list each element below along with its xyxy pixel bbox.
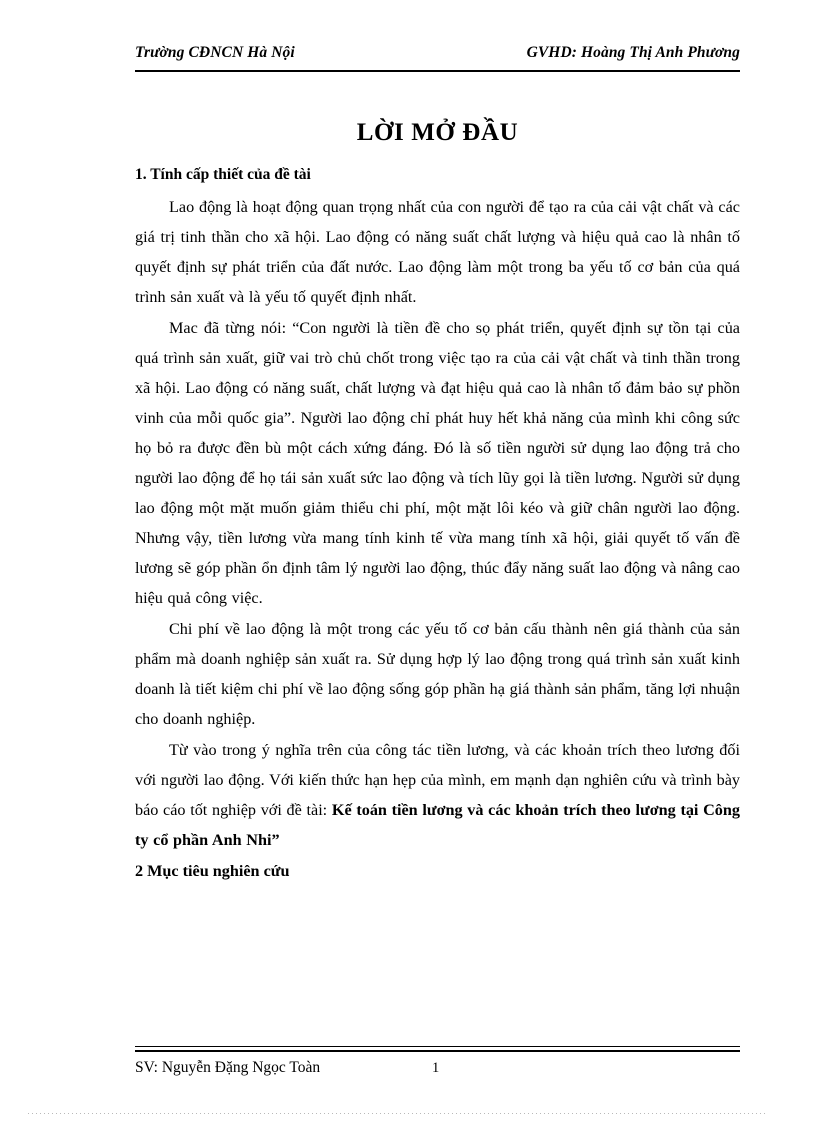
thesis-topic-title: Kế toán tiền lương và các khoản trích theo lương tại Công ty cổ phần Anh Nhi” <box>135 801 740 850</box>
footer-student-name: SV: Nguyễn Đặng Ngọc Toàn <box>135 1059 321 1076</box>
paragraph-3: Chi phí về lao động là một trong các yếu tố cơ bản cấu thành nên giá thành của sản phẩm mà doanh nghiệp sản xuất ra. Sử dụng hợp lý lao động trong quá trình sản xuất kinh doanh là tiết kiệm chi phí về lao động sống góp phần hạ giá thành sản phẩm, tăng lợi nhuận cho doanh nghiệp. <box>135 620 740 729</box>
paragraph-4-lead-text: Từ vào trong ý nghĩa trên của công tác tiền lương, và các khoản trích theo lương đối với người lao động. Với kiến thức hạn hẹp của mình, em mạnh dạn nghiên cứu và trình bày báo cáo tốt nghiệp với đề tài: <box>135 741 740 820</box>
footer-divider-rule-bottom <box>135 1050 740 1052</box>
page-title: LỜI MỞ ĐẦU <box>356 119 519 146</box>
header-divider-rule <box>135 70 740 72</box>
page-number: 1 <box>432 1060 440 1076</box>
header-supervisor-name: GVHD: Hoàng Thị Anh Phương <box>526 44 740 61</box>
running-header <box>135 44 740 62</box>
footer-divider-rule-top <box>135 1046 740 1047</box>
paragraph-1: Lao động là hoạt động quan trọng nhất của con người để tạo ra của cải vật chất và các giá trị tinh thần cho xã hội. Lao động có năng suất chất lượng và hiệu quả cao là nhân tố quyết định sự phát triển của đất nước. Lao động làm một trong ba yếu tố cơ bản của quá trình sản xuất và là yếu tố quyết định nhất. <box>135 198 740 307</box>
header-school-name: Trường CĐNCN Hà Nội <box>135 44 295 61</box>
document-body <box>135 118 740 886</box>
section-heading-1: 1. Tính cấp thiết của đề tài <box>135 166 311 183</box>
paragraph-4 <box>135 735 740 855</box>
paragraph-2: Mac đã từng nói: “Con người là tiền đề cho sọ phát triển, quyết định sự tồn tại của quá trình sản xuất, giữ vai trò chủ chốt trong việc tạo ra của cải vật chất và tinh thần trong xã hội. Lao động có năng suất, chất lượng và đạt hiệu quả cao là nhân tố đảm bảo sự phồn vinh của mỗi quốc gia”. Người lao động chỉ phát huy hết khả năng của mình khi công sức họ bỏ ra được đền bù một cách xứng đáng. Đó là số tiền người sử dụng lao động trả cho người lao động để họ tái sản xuất sức lao động và tích lũy gọi là tiền lương. Người sử dụng lao động một mặt muốn giảm thiểu chi phí, một mặt lôi kéo và giữ chân người lao động. Nhưng vậy, tiền lương vừa mang tính kinh tế vừa mang tính xã hội, giải quyết tố vấn đề lương sẽ góp phần ổn định tâm lý người lao động, thúc đẩy năng suất lao động và nâng cao hiệu quả công việc. <box>135 319 740 608</box>
section-heading-2: 2 Mục tiêu nghiên cứu <box>135 862 290 881</box>
scan-artifact-line <box>28 1113 768 1114</box>
